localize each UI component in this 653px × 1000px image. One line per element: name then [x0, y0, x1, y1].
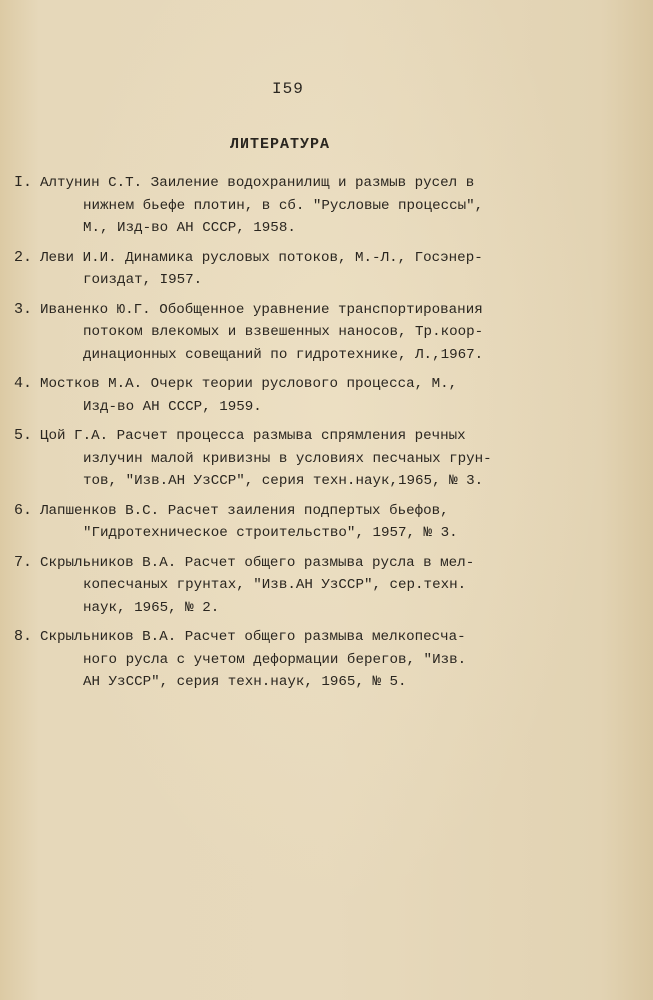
reference-item: [14, 299, 634, 367]
reference-text-line: М., Изд-во АН СССР, 1958.: [83, 220, 296, 236]
reference-text-line: Цой Г.А. Расчет процесса размыва спрямления речных: [40, 428, 466, 444]
reference-text-line: Леви И.И. Динамика русловых потоков, М.-Л., Госэнер-: [40, 249, 483, 266]
reference-number: 6.: [14, 501, 33, 519]
reference-text-line: тов, "Изв.АН УзССР", серия техн.наук,1965, № 3.: [83, 473, 484, 489]
reference-item: [14, 626, 634, 694]
reference-text-line: Изд-во АН СССР, 1959.: [83, 398, 262, 415]
reference-item: [14, 552, 634, 620]
reference-text-line: ного русла с учетом деформации берегов, "Изв.: [83, 651, 467, 668]
reference-number: I.: [14, 174, 33, 191]
reference-text-line: гоиздат, I957.: [83, 272, 203, 288]
reference-number: 8.: [14, 628, 33, 645]
reference-text-line: копесчаных грунтах, "Изв.АН УзССР", сер.техн.: [83, 577, 467, 593]
reference-text-line: Скрыльников В.А. Расчет общего размыва мелкопесча-: [40, 629, 466, 645]
reference-text-line: потоком влекомых и взвешенных наносов, Тр.коор-: [83, 324, 484, 340]
page-title: ЛИТЕРАТУРА: [230, 136, 331, 153]
reference-list: [14, 172, 634, 701]
reference-item: [14, 172, 634, 240]
reference-number: 4.: [14, 375, 33, 392]
reference-text-line: нижнем бьефе плотин, в сб. "Русловые процессы",: [83, 197, 484, 214]
reference-number: 3.: [14, 300, 33, 318]
reference-text-line: динационных совещаний по гидротехнике, Л.,1967.: [83, 346, 484, 363]
reference-item: [14, 247, 634, 292]
reference-text-line: Алтунин С.Т. Заиление водохранилищ и размыв русел в: [40, 175, 475, 191]
reference-number: 2.: [14, 248, 33, 266]
reference-number: 7.: [14, 553, 33, 571]
reference-text-line: Лапшенков В.С. Расчет заиления подпертых бьефов,: [40, 502, 449, 519]
reference-number: 5.: [14, 427, 33, 444]
reference-text-line: "Гидротехническое строительство", 1957, № 3.: [83, 525, 458, 541]
reference-text-line: Иваненко Ю.Г. Обобщенное уравнение транспортирования: [40, 301, 483, 318]
reference-text-line: Мостков М.А. Очерк теории руслового процесса, М.,: [40, 376, 458, 392]
reference-item: [14, 425, 634, 493]
reference-text-line: наук, 1965, № 2.: [83, 599, 220, 616]
reference-text-line: Скрыльников В.А. Расчет общего размыва русла в мел-: [40, 554, 475, 571]
reference-item: [14, 500, 634, 545]
reference-text-line: АН УзССР", серия техн.наук, 1965, № 5.: [83, 674, 407, 690]
reference-text-line: излучин малой кривизны в условиях песчаных грун-: [83, 450, 492, 467]
page-number: I59: [272, 80, 304, 98]
reference-item: [14, 373, 634, 418]
